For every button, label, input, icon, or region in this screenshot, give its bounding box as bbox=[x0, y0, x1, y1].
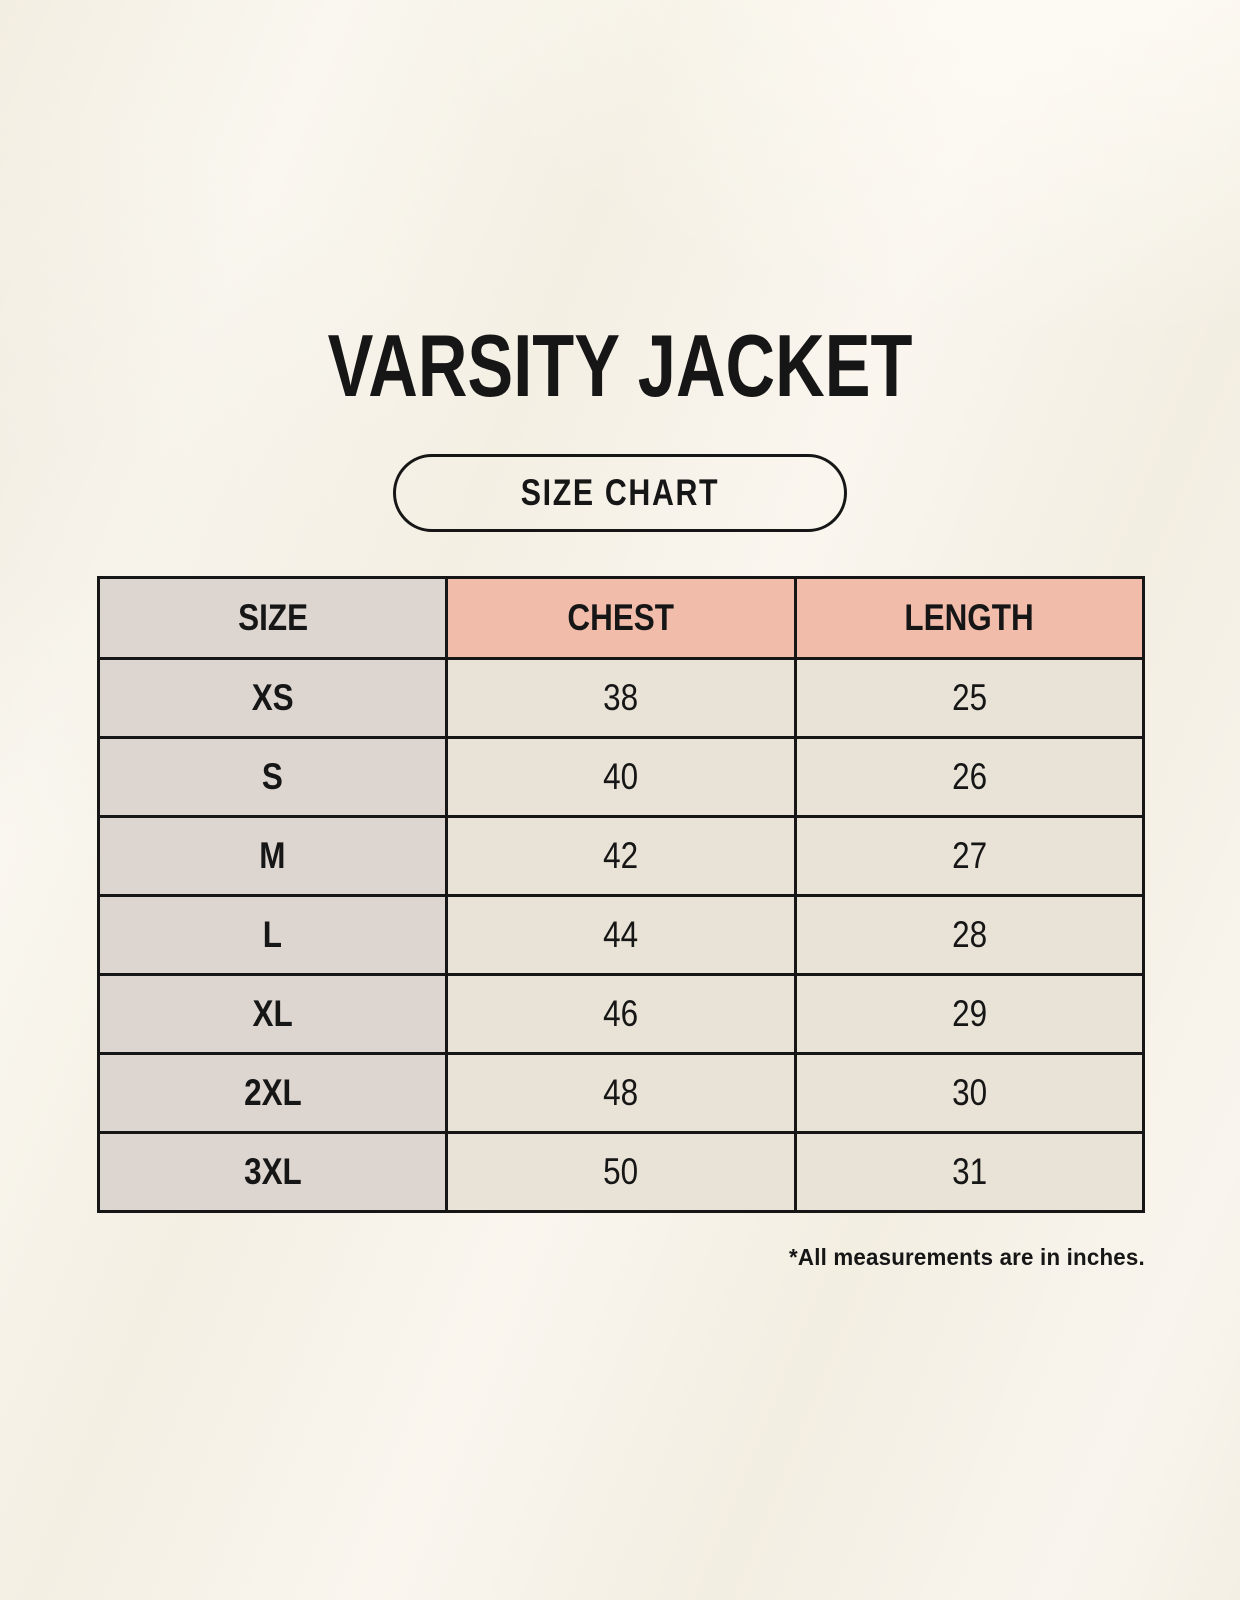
size-chart-badge-label: SIZE CHART bbox=[520, 472, 720, 513]
table-row bbox=[99, 738, 1144, 817]
size-cell: XS bbox=[99, 659, 447, 738]
column-header-size: SIZE bbox=[99, 578, 447, 659]
length-cell: 30 bbox=[795, 1054, 1143, 1133]
size-cell: L bbox=[99, 896, 447, 975]
length-cell: 31 bbox=[795, 1133, 1143, 1212]
chest-cell: 48 bbox=[447, 1054, 795, 1133]
table-row bbox=[99, 1054, 1144, 1133]
column-header-chest: CHEST bbox=[447, 578, 795, 659]
size-table bbox=[97, 576, 1145, 1213]
chest-cell: 50 bbox=[447, 1133, 795, 1212]
chest-cell: 46 bbox=[447, 975, 795, 1054]
table-row bbox=[99, 975, 1144, 1054]
chest-cell: 44 bbox=[447, 896, 795, 975]
length-cell: 28 bbox=[795, 896, 1143, 975]
table-row bbox=[99, 1133, 1144, 1212]
length-cell: 26 bbox=[795, 738, 1143, 817]
size-cell: M bbox=[99, 817, 447, 896]
chest-cell: 40 bbox=[447, 738, 795, 817]
chest-cell: 42 bbox=[447, 817, 795, 896]
table-row bbox=[99, 896, 1144, 975]
table-row bbox=[99, 817, 1144, 896]
chest-cell: 38 bbox=[447, 659, 795, 738]
size-cell: 3XL bbox=[99, 1133, 447, 1212]
column-header-length: LENGTH bbox=[795, 578, 1143, 659]
length-cell: 29 bbox=[795, 975, 1143, 1054]
size-cell: XL bbox=[99, 975, 447, 1054]
size-chart-badge bbox=[393, 454, 847, 532]
length-cell: 27 bbox=[795, 817, 1143, 896]
size-cell: S bbox=[99, 738, 447, 817]
page-title: VARSITY JACKET bbox=[327, 316, 913, 415]
size-cell: 2XL bbox=[99, 1054, 447, 1133]
measurements-footnote: *All measurements are in inches. bbox=[789, 1244, 1145, 1270]
table-header-row bbox=[99, 578, 1144, 659]
length-cell: 25 bbox=[795, 659, 1143, 738]
table-row bbox=[99, 659, 1144, 738]
